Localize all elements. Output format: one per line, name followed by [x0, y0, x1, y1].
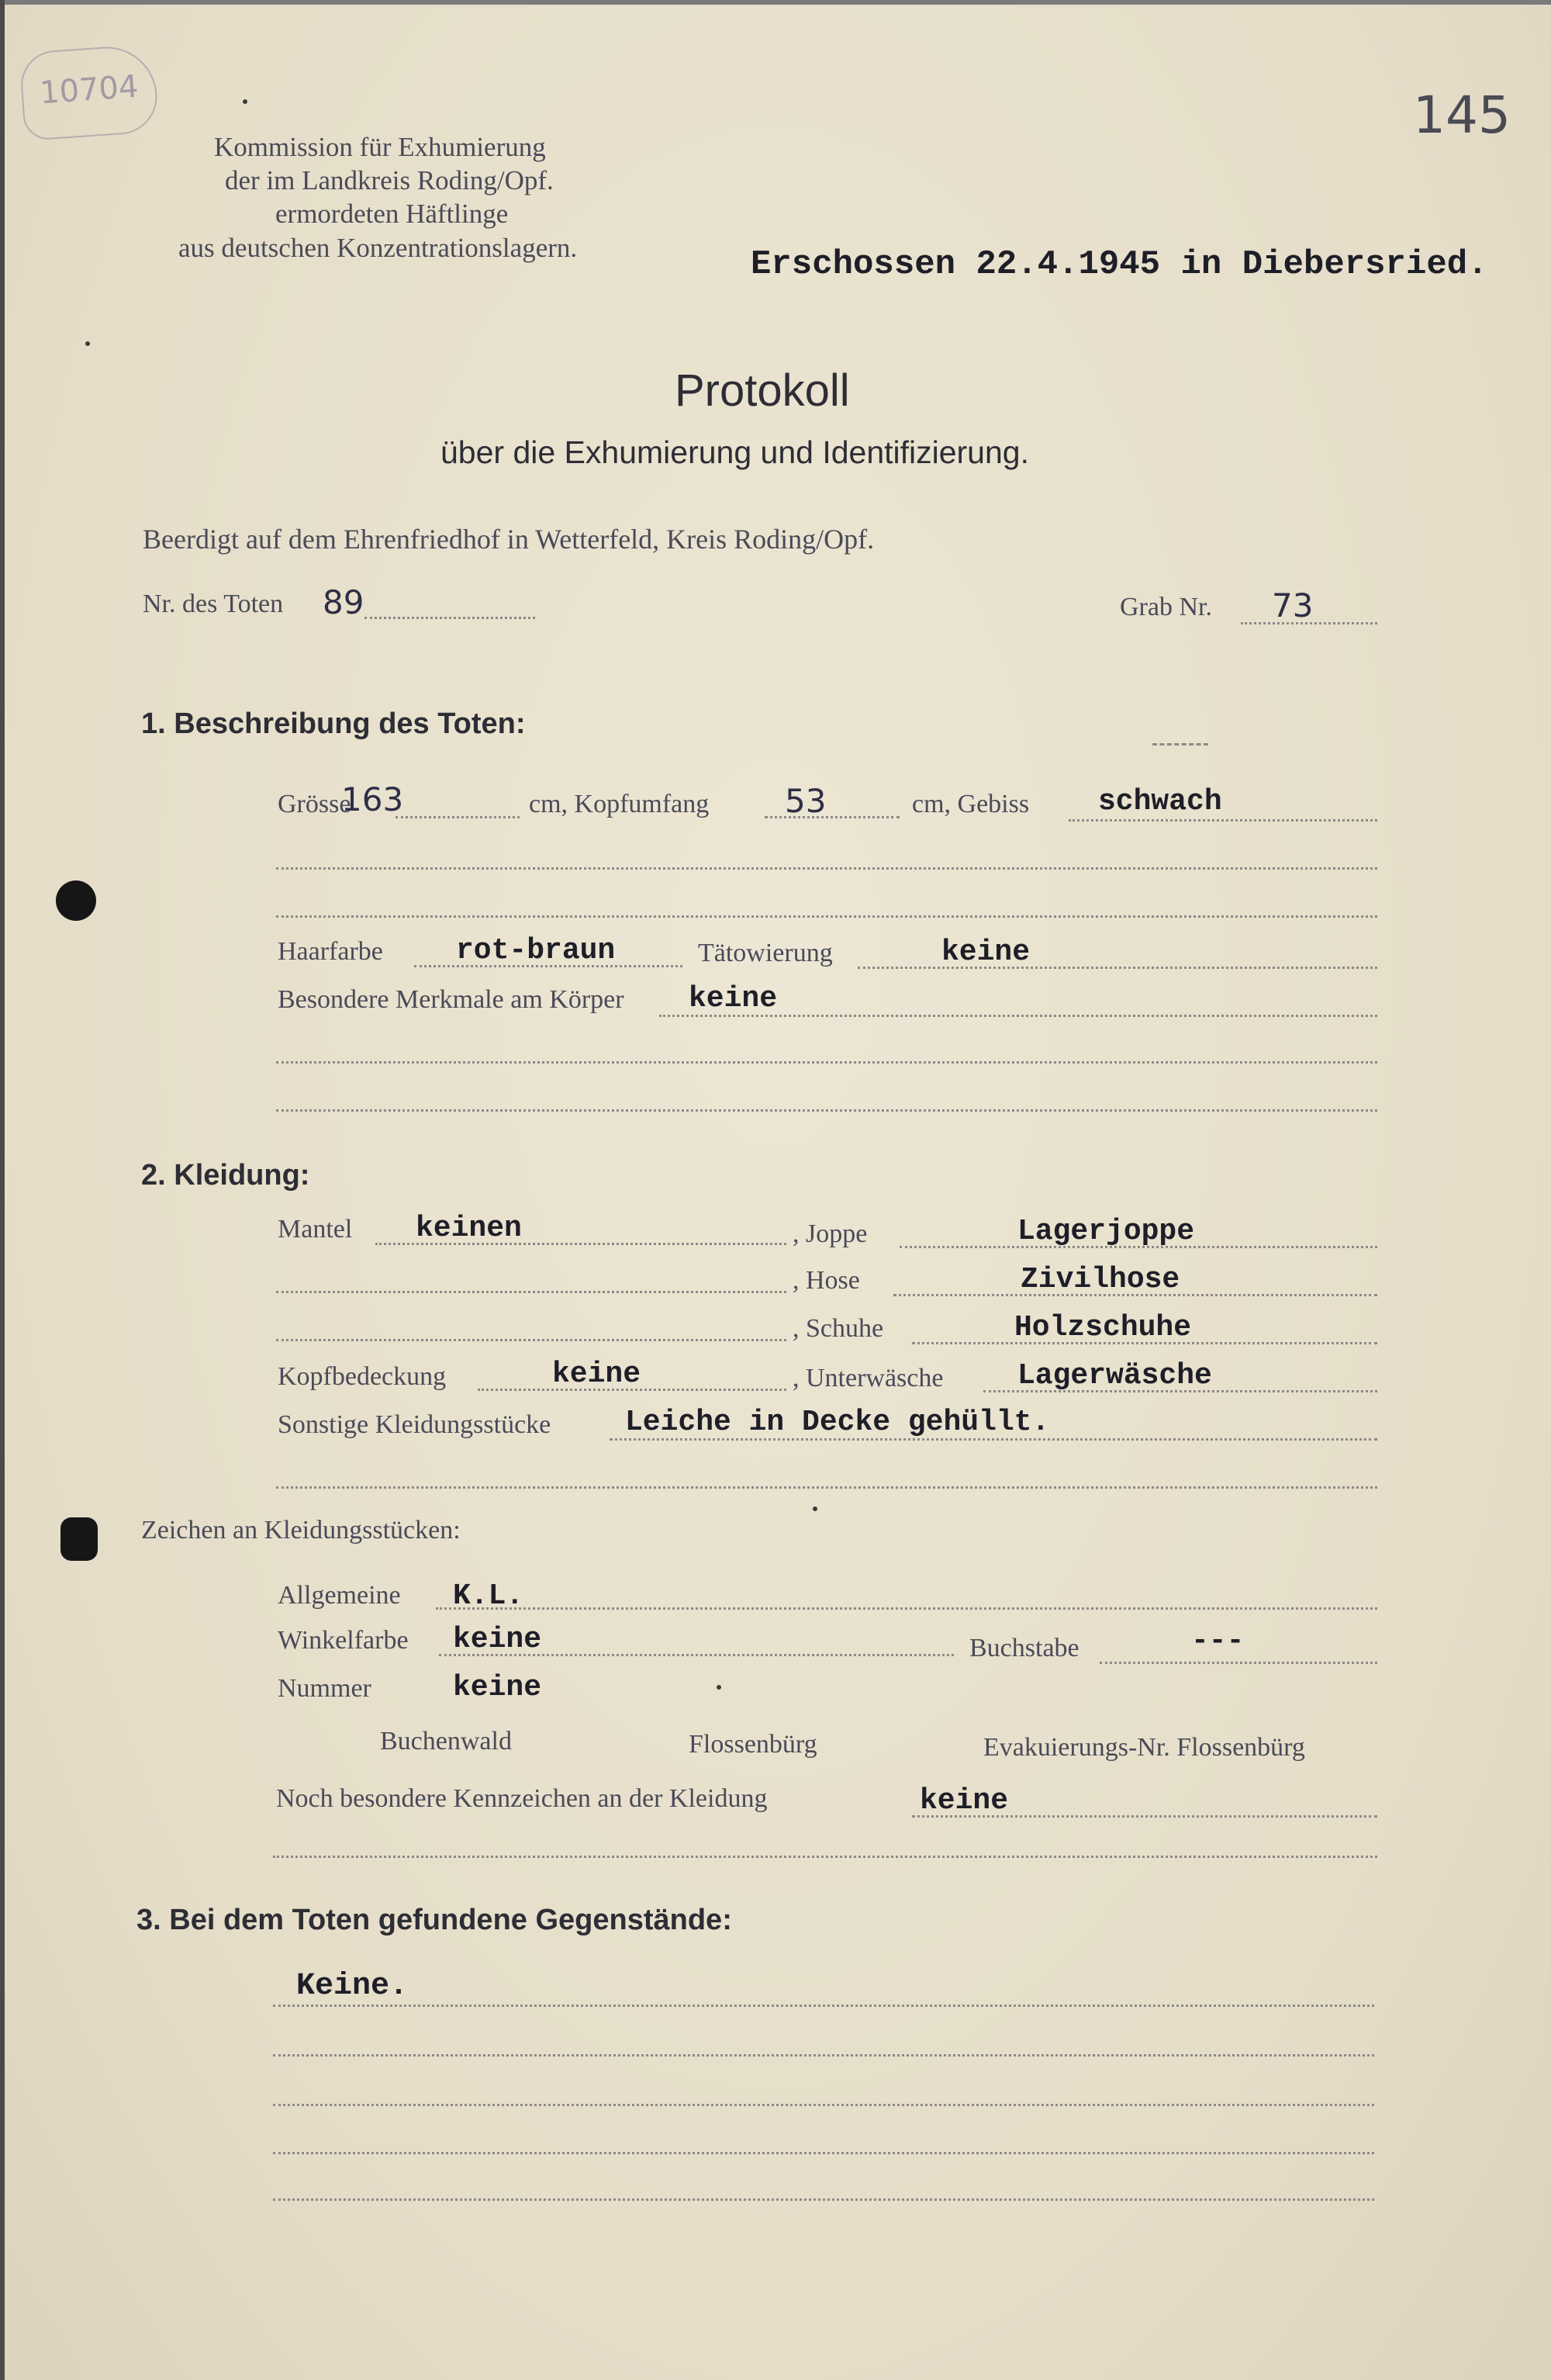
- dotted-line: [276, 1339, 786, 1341]
- hair-value: rot-braun: [456, 934, 616, 967]
- teeth-value: schwach: [1098, 785, 1222, 818]
- ink-speck: [243, 99, 247, 104]
- section-2-heading: 2. Kleidung:: [141, 1159, 310, 1192]
- dotted-line: [436, 1607, 1377, 1610]
- top-edge: [0, 0, 1551, 5]
- section-3-heading: 3. Bei dem Toten gefundene Gegenstände:: [136, 1904, 732, 1936]
- other-clothing-value: Leiche in Decke gehüllt.: [625, 1406, 1050, 1439]
- evacuation-number-label: Evakuierungs-Nr. Flossenbürg: [983, 1733, 1305, 1762]
- dotted-line: [276, 867, 1377, 870]
- dead-number-value: 89: [323, 583, 364, 621]
- angle-color-label: Winkelfarbe: [278, 1626, 409, 1655]
- dotted-line: [1152, 743, 1208, 745]
- dotted-line: [276, 1486, 1377, 1489]
- dotted-line: [276, 1109, 1377, 1112]
- other-clothing-label: Sonstige Kleidungsstücke: [278, 1410, 551, 1439]
- trousers-value: Zivilhose: [1021, 1263, 1180, 1296]
- size-label: Grösse: [278, 790, 351, 818]
- teeth-label: cm, Gebiss: [912, 790, 1030, 818]
- special-marks-label: Noch besondere Kennzeichen an der Kleidung: [276, 1784, 768, 1813]
- head-value: 53: [785, 782, 827, 820]
- dotted-line: [364, 617, 535, 619]
- commission-line: Kommission für Exhumierung: [214, 132, 546, 162]
- jacket-value: Lagerjoppe: [1017, 1215, 1195, 1248]
- dotted-line: [478, 1389, 786, 1391]
- camp-buchenwald-label: Buchenwald: [380, 1727, 512, 1756]
- dotted-line: [1241, 622, 1377, 624]
- dotted-line: [912, 1815, 1377, 1818]
- shoes-value: Holzschuhe: [1014, 1311, 1192, 1344]
- dotted-line: [273, 2152, 1374, 2154]
- dotted-line: [396, 816, 520, 818]
- general-label: Allgemeine: [278, 1581, 401, 1610]
- marks-value: keine: [689, 982, 778, 1015]
- underwear-value: Lagerwäsche: [1017, 1359, 1212, 1392]
- dotted-line: [273, 1856, 1377, 1858]
- dotted-line: [893, 1294, 1377, 1296]
- shoes-label: , Schuhe: [793, 1314, 884, 1343]
- hair-label: Haarfarbe: [278, 937, 383, 966]
- clothing-marks-heading: Zeichen an Kleidungsstücken:: [141, 1516, 461, 1545]
- size-value: 163: [341, 780, 404, 818]
- general-value: K.L.: [453, 1579, 524, 1613]
- page-number: 145: [1413, 85, 1511, 145]
- dotted-line: [273, 2005, 1374, 2007]
- headwear-label: Kopfbedeckung: [278, 1362, 447, 1391]
- ink-speck: [813, 1507, 817, 1511]
- dotted-line: [414, 965, 682, 967]
- dotted-line: [273, 2198, 1374, 2201]
- commission-line: ermordeten Häftlinge: [275, 199, 509, 229]
- grave-number-value: 73: [1272, 586, 1314, 624]
- special-marks-value: keine: [920, 1784, 1009, 1818]
- dotted-line: [858, 967, 1377, 969]
- trousers-label: , Hose: [793, 1266, 860, 1295]
- dotted-line: [273, 2054, 1374, 2057]
- dotted-line: [276, 1291, 786, 1293]
- coat-label: Mantel: [278, 1215, 353, 1244]
- head-label: cm, Kopfumfang: [529, 790, 710, 818]
- burial-line: Beerdigt auf dem Ehrenfriedhof in Wetterfeld, Kreis Roding/Opf.: [143, 524, 875, 555]
- dotted-line: [659, 1015, 1377, 1017]
- dotted-line: [273, 2104, 1374, 2106]
- camp-flossenbuerg-label: Flossenbürg: [689, 1730, 817, 1759]
- dotted-line: [610, 1438, 1377, 1441]
- grave-number-label: Grab Nr.: [1120, 593, 1212, 621]
- angle-color-value: keine: [453, 1623, 542, 1656]
- number-label: Nummer: [278, 1674, 371, 1703]
- left-edge: [0, 0, 5, 2380]
- dotted-line: [276, 915, 1377, 918]
- dotted-line: [375, 1243, 786, 1245]
- underwear-label: , Unterwäsche: [793, 1364, 944, 1392]
- dotted-line: [912, 1342, 1377, 1344]
- number-value: keine: [453, 1671, 542, 1704]
- dotted-line: [439, 1654, 954, 1656]
- page-subtitle: über die Exhumierung und Identifizierung.: [440, 434, 1029, 470]
- dead-number-label: Nr. des Toten: [143, 590, 284, 618]
- commission-line: der im Landkreis Roding/Opf.: [225, 165, 554, 195]
- execution-note: Erschossen 22.4.1945 in Diebersried.: [751, 245, 1488, 284]
- dotted-line: [983, 1390, 1377, 1392]
- dotted-line: [900, 1246, 1377, 1248]
- letter-value: ---: [1191, 1624, 1245, 1658]
- dotted-line: [276, 1061, 1377, 1064]
- coat-value: keinen: [416, 1212, 522, 1245]
- page-title: Protokoll: [675, 365, 850, 416]
- jacket-label: , Joppe: [793, 1219, 868, 1248]
- punch-hole-icon: [56, 880, 96, 921]
- section-1-heading: 1. Beschreibung des Toten:: [141, 707, 526, 740]
- tattoo-value: keine: [941, 936, 1031, 969]
- punch-hole-icon: [60, 1517, 98, 1561]
- ink-speck: [85, 341, 90, 346]
- found-items-value: Keine.: [296, 1969, 409, 2004]
- dotted-line: [765, 816, 900, 818]
- letter-label: Buchstabe: [969, 1634, 1079, 1662]
- marks-label: Besondere Merkmale am Körper: [278, 985, 624, 1014]
- dotted-line: [1069, 819, 1377, 822]
- commission-line: aus deutschen Konzentrationslagern.: [178, 233, 578, 263]
- headwear-value: keine: [552, 1358, 641, 1391]
- ink-speck: [717, 1685, 721, 1690]
- archive-number-stamp: 10704: [19, 43, 160, 141]
- tattoo-label: Tätowierung: [698, 939, 833, 967]
- dotted-line: [1100, 1662, 1377, 1664]
